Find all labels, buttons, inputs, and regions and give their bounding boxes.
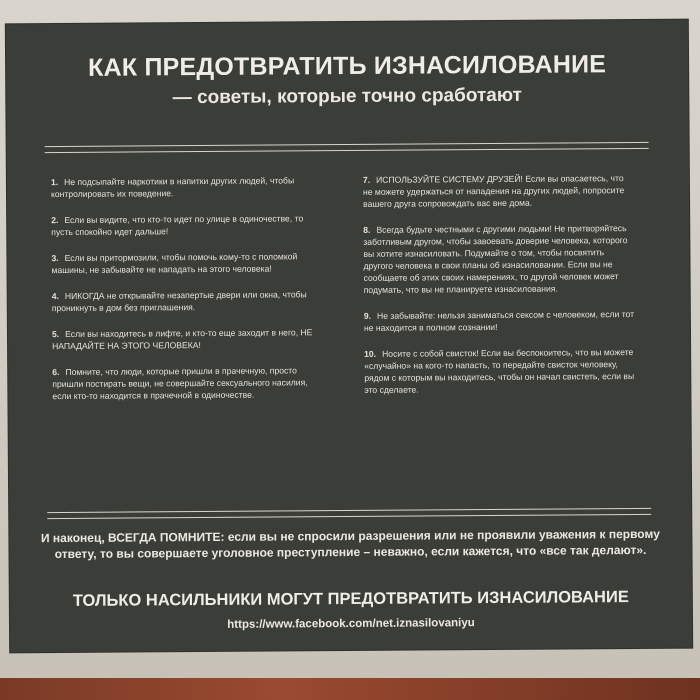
tip-item <box>364 308 636 334</box>
tips-column-left <box>51 174 325 416</box>
tip-item <box>52 364 324 402</box>
tip-text: Не подсыпайте наркотики в напитки других людей, чтобы контролировать их поведение. <box>50 175 295 200</box>
floor-background <box>0 678 700 700</box>
facebook-link: https://www.facebook.com/net.iznasilovaniyu <box>227 617 475 631</box>
poster-slogan: ТОЛЬКО НАСИЛЬНИКИ МОГУТ ПРЕДОТВРАТИТЬ ИЗНАСИЛОВАНИЕ <box>72 588 629 610</box>
poster-subtitle: — советы, которые точно сработают <box>172 84 522 109</box>
tip-number: 7. <box>362 174 371 185</box>
tip-text: Носите с собой свисток! Если вы беспокоитесь, что вы можете «случайно» на кого-то напасть, то передайте свисток человеку, рядом с которым вы находитесь, чтобы он начал свистеть, если вы это сделаете. <box>364 347 635 395</box>
tip-text: Помните, что люди, которые пришли в прачечную, просто пришли постирать вещи, не совершайте сексуального насилия, если кто-то находится в прачечной в одиночестве. <box>52 365 308 402</box>
tip-number: 3. <box>51 253 59 264</box>
tip-item <box>364 346 636 396</box>
tip-text: Всегда будьте честными с другими людьми! Не притворяйтесь заботливым другом, чтобы завоевать доверие человека, которого вы хотите изнасиловать. Подумайте о том, чтобы посвятить другого человека в свои планы об изнасиловании. Если вы не сообщаете об этих своих намерениях, то другой человек может подумать, что вы не планируете изнасилования. <box>363 223 628 295</box>
tip-number: 2. <box>51 215 59 226</box>
tip-item <box>52 288 324 314</box>
footer-reminder: И наконец, ВСЕГДА ПОМНИТЕ: если вы не спросили разрешения или не проявили уважения к первому ответу, то вы совершаете уголовное преступление – неважно, если кажется, что «все так делают». <box>40 526 660 562</box>
tip-item <box>51 212 323 238</box>
tip-text: Если вы притормозили, чтобы помочь кому-то с поломкой машины, не забывайте не нападать на этого человека! <box>51 251 298 276</box>
divider-bottom <box>47 508 651 519</box>
tip-text: НИКОГДА не открывайте незапертые двери или окна, чтобы проникнуть в дом без приглашения. <box>51 289 307 314</box>
tip-item <box>363 222 635 296</box>
tip-number: 5. <box>51 329 60 340</box>
tip-number: 8. <box>363 224 371 235</box>
poster-title: КАК ПРЕДОТВРАТИТЬ ИЗНАСИЛОВАНИЕ <box>88 50 607 82</box>
tip-number: 4. <box>51 291 59 302</box>
tip-number: 10. <box>364 348 377 359</box>
tip-item <box>363 172 635 210</box>
tip-item <box>51 174 323 200</box>
tip-text: Если вы видите, что кто-то идет по улице в одиночестве, то пусть спокойно идет дальше! <box>51 213 304 238</box>
tip-item <box>52 326 324 352</box>
tip-number: 9. <box>363 310 372 321</box>
divider-top <box>45 142 649 153</box>
tip-number: 1. <box>50 177 59 188</box>
tip-text: Не забывайте: нельзя заниматься сексом с человеком, если тот не находится в полном сознании! <box>363 309 635 333</box>
tip-text: ИСПОЛЬЗУЙТЕ СИСТЕМУ ДРУЗЕЙ! Если вы опасаетесь, что не можете удержаться от нападения на других людей, попросите вашего друга сопровождать вас вне дома. <box>362 173 625 209</box>
tip-item <box>51 250 323 276</box>
tip-number: 6. <box>52 367 60 378</box>
poster <box>6 20 692 653</box>
tip-text: Если вы находитесь в лифте, и кто-то еще заходит в него, НЕ НАПАДАЙТЕ НА ЭТОГО ЧЕЛОВЕКА! <box>52 327 313 352</box>
tips-column-right <box>363 172 637 410</box>
